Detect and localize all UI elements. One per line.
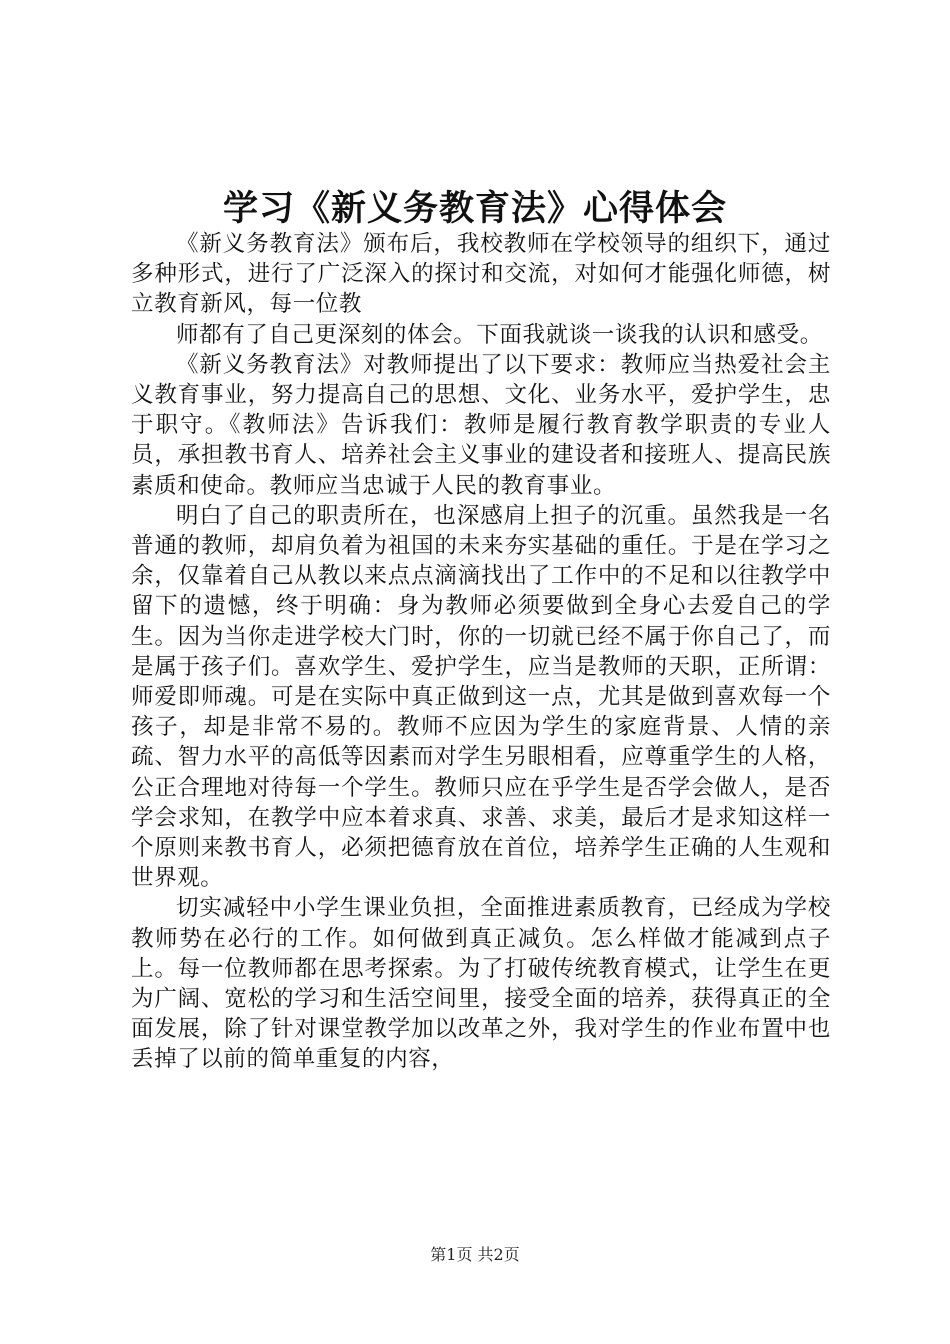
document-title: 学习《新义务教育法》心得体会 — [222, 188, 727, 229]
paragraph: 师都有了自己更深刻的体会。下面我就谈一谈我的认识和感受。 — [176, 321, 823, 348]
paragraph: 切实减轻中小学生课业负担，全面推进素质教育，已经成为学校教师势在必行的工作。如何做到真正减负。怎么样做才能减到点子上。每一位教师都在思考探索。为了打破传统教育模式，让学生在更为广阔、宽松的学习和生活空间里，接受全面的培养，获得真正的全面发展，除了针对课堂教学加以改革之外，我对学生的作业布置中也丢掉了以前的简单重复的内容， — [131, 895, 831, 1073]
paragraph: 《新义务教育法》颁布后，我校教师在学校领导的组织下，通过多种形式，进行了广泛深入的探讨和交流，对如何才能强化师德，树立教育新风，每一位教 — [131, 231, 831, 318]
paragraph: 《新义务教育法》对教师提出了以下要求：教师应当热爱社会主义教育事业，努力提高自己的思想、文化、业务水平，爱护学生，忠于职守。《教师法》告诉我们：教师是履行教育教学职责的专业人员，承担教书育人、培养社会主义事业的建设者和接班人、提高民族素质和使命。教师应当忠诚于人民的教育事业。 — [131, 351, 831, 499]
page-footer: 第1页 共2页 — [430, 1245, 520, 1264]
document-body — [131, 229, 831, 1075]
paragraph: 明白了自己的职责所在，也深感肩上担子的沉重。虽然我是一名普通的教师，却肩负着为祖国的未来夯实基础的重任。于是在学习之余，仅靠着自己从教以来点点滴滴找出了工作中的不足和以往教学中留下的遗憾，终于明确：身为教师必须要做到全身心去爱自己的学生。因为当你走进学校大门时，你的一切就已经不属于你自己了，而是属于孩子们。喜欢学生、爱护学生，应当是教师的天职，正所谓：师爱即师魂。可是在实际中真正做到这一点，尤其是做到喜欢每一个孩子，却是非常不易的。教师不应因为学生的家庭背景、人情的亲疏、智力水平的高低等因素而对学生另眼相看，应尊重学生的人格，公正合理地对待每一个学生。教师只应在乎学生是否学会做人，是否学会求知，在教学中应本着求真、求善、求美，最后才是求知这样一个原则来教书育人，必须把德育放在首位，培养学生正确的人生观和世界观。 — [131, 502, 831, 892]
